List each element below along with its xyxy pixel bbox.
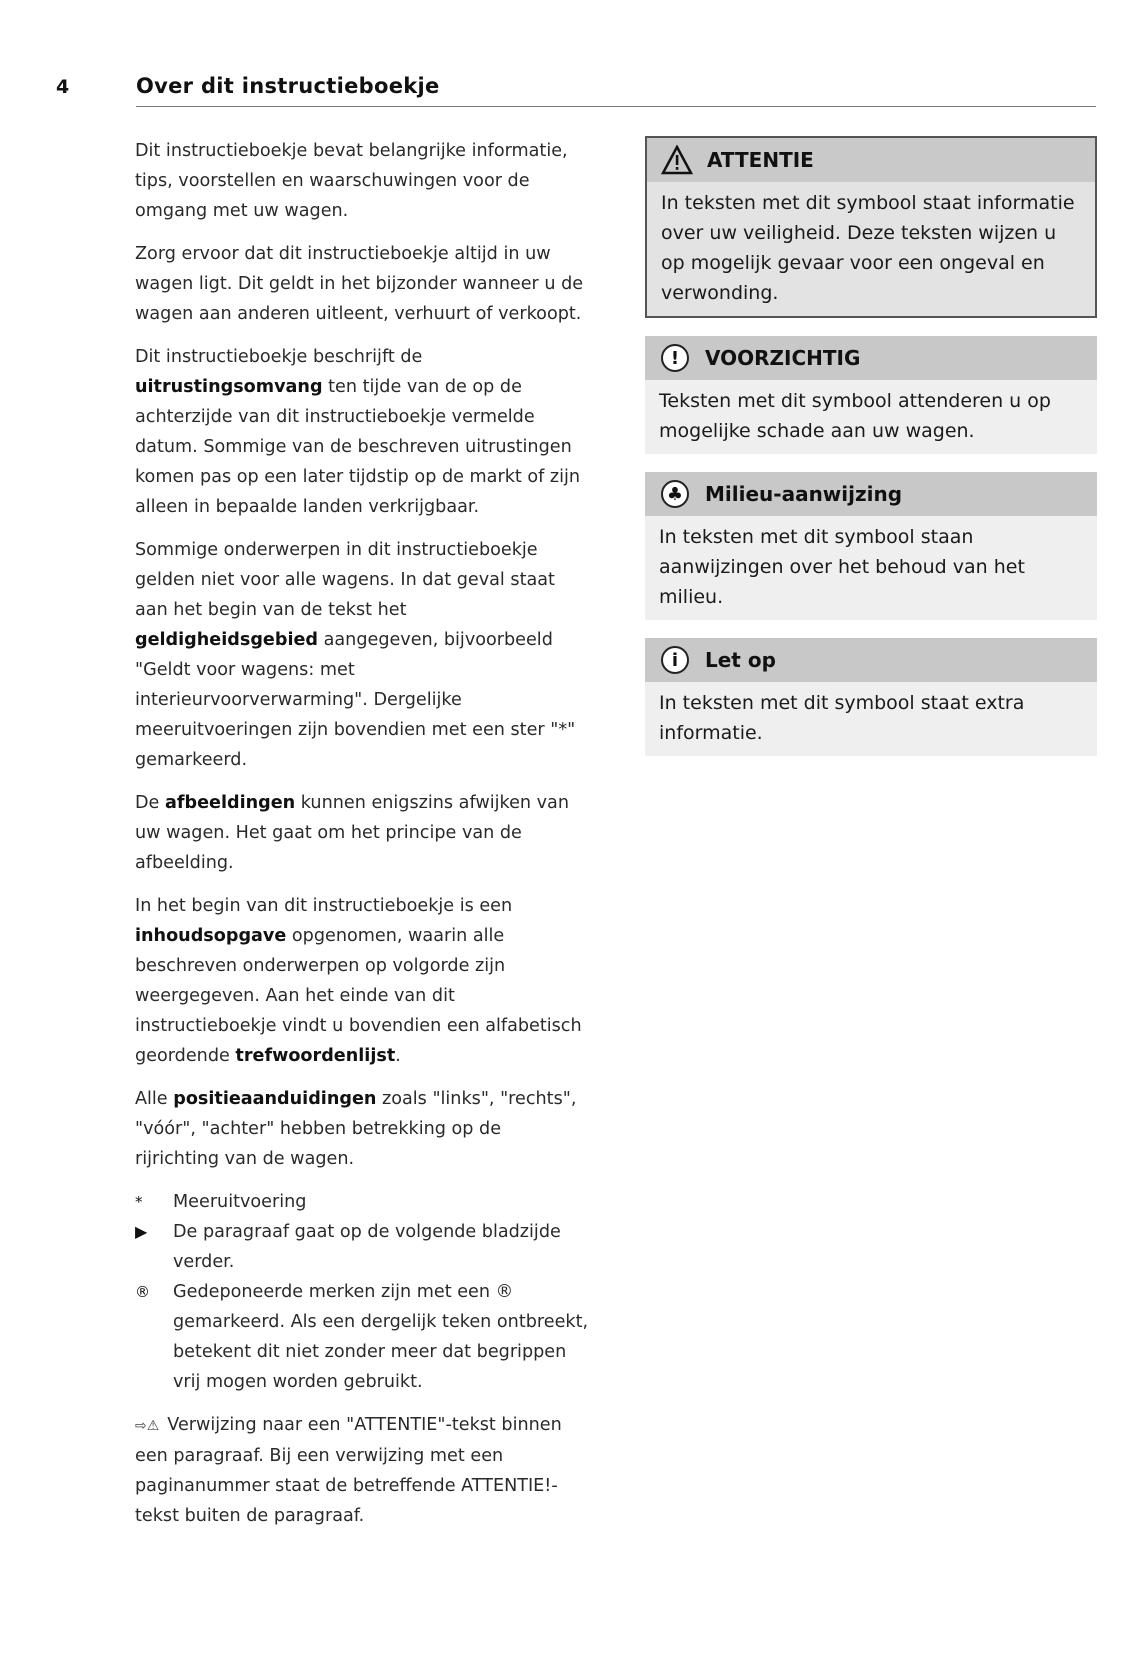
bold-term: inhoudsopgave [135,926,287,946]
paragraph-validity [135,535,590,775]
tree-circle-icon: ♣ [661,480,689,508]
bold-term: trefwoordenlijst [235,1046,396,1066]
text-run: De [135,793,165,813]
milieu-header [645,472,1097,516]
text-run: kunnen enigszins afwijken van uw wagen. Het gaat om het principe van de afbeelding. [135,793,569,873]
warning-triangle-icon [661,144,693,176]
warning-reference-icon: ⇨⚠ [135,1418,160,1434]
bold-term: geldigheidsgebied [135,630,319,650]
legend-text: Gedeponeerde merken zijn met een ® gemarkeerd. Als een dergelijk teken ontbreekt, betekent dit niet zonder meer dat begrippen vrij mogen worden gebruikt. [173,1282,589,1392]
icon-wrapper [659,644,691,676]
paragraph-equipment [135,342,590,522]
text-run: Verwijzing naar een "ATTENTIE"-tekst binnen een paragraaf. Bij een verwijzing met een paginanummer staat de betreffende ATTENTIE!-tekst buiten de paragraaf. [135,1415,562,1526]
letop-header [645,638,1097,682]
bold-term: positieaanduidingen [173,1089,377,1109]
info-circle-icon: i [661,646,689,674]
star-icon: * [135,1193,143,1211]
text-run: opgenomen, waarin alle beschreven onderwerpen op volgorde zijn weergegeven. Aan het einde van dit instructieboekje vindt u bovendien een alfabetisch geordende [135,926,582,1066]
paragraph-images [135,788,590,878]
text-run: aangegeven, bijvoorbeeld "Geldt voor wagens: met interieurvoorverwarming". Dergelijke meeruitvoeringen zijn bovendien met een ster "*" gemarkeerd. [135,630,576,770]
letop-text: In teksten met dit symbool staat extra informatie. [645,682,1097,756]
triangle-right-icon: ▶ [135,1222,148,1241]
voorzichtig-title: VOORZICHTIG [705,346,861,370]
voorzichtig-box [645,336,1097,454]
exclamation-circle-icon: ! [661,344,689,372]
symbol-legend [135,1187,590,1397]
right-column [645,136,1097,774]
page-title: Over dit instructieboekje [136,74,440,98]
text-run: . [395,1046,401,1066]
attentie-box [645,136,1097,318]
milieu-title: Milieu-aanwijzing [705,482,903,506]
legend-item-registered [135,1277,590,1397]
attentie-title: ATTENTIE [707,148,814,172]
paragraph-contents [135,891,590,1071]
text-run: ten tijde van de op de achterzijde van dit instructieboekje vermelde datum. Sommige van de beschreven uitrustingen komen pas op een later tijdstip op de markt of zijn alleen in bepaalde landen verkrijgbaar. [135,377,581,517]
legend-item-continue [135,1217,590,1277]
paragraph-keep-in-car: Zorg ervoor dat dit instructieboekje altijd in uw wagen ligt. Dit geldt in het bijzonder wanneer u de wagen aan anderen uitleent, verhuurt of verkoopt. [135,244,584,324]
paragraph-positions [135,1084,590,1174]
voorzichtig-header [645,336,1097,380]
text-run: Dit instructieboekje beschrijft de [135,347,423,367]
icon-wrapper [659,342,691,374]
bold-term: uitrustingsomvang [135,377,323,397]
page-number: 4 [56,76,70,98]
legend-item-star [135,1187,590,1217]
text-run: Alle [135,1089,174,1109]
attentie-text: In teksten met dit symbool staat informatie over uw veiligheid. Deze teksten wijzen u op mogelijk gevaar voor een ongeval en verwonding. [647,182,1095,316]
text-run: Sommige onderwerpen in dit instructieboekje gelden niet voor alle wagens. In dat geval staat aan het begin van de tekst het [135,540,555,620]
legend-text: De paragraaf gaat op de volgende bladzijde verder. [173,1222,561,1272]
milieu-text: In teksten met dit symbool staan aanwijzingen over het behoud van het milieu. [645,516,1097,620]
left-column [135,136,590,1544]
header-rule [136,106,1096,107]
text-run: In het begin van dit instructieboekje is een [135,896,513,916]
icon-wrapper [659,478,691,510]
legend-text: Meeruitvoering [173,1192,307,1212]
letop-box [645,638,1097,756]
registered-icon: ® [135,1283,150,1301]
letop-title: Let op [705,648,776,672]
page-header [0,0,1142,110]
paragraph-intro: Dit instructieboekje bevat belangrijke informatie, tips, voorstellen en waarschuwingen voor de omgang met uw wagen. [135,141,568,221]
text-run: zoals "links", "rechts", "vóór", "achter" hebben betrekking op de rijrichting van de wagen. [135,1089,577,1169]
attentie-header [647,138,1095,182]
bold-term: afbeeldingen [164,793,296,813]
milieu-box [645,472,1097,620]
voorzichtig-text: Teksten met dit symbool attenderen u op mogelijke schade aan uw wagen. [645,380,1097,454]
paragraph-warning-reference [135,1410,590,1531]
